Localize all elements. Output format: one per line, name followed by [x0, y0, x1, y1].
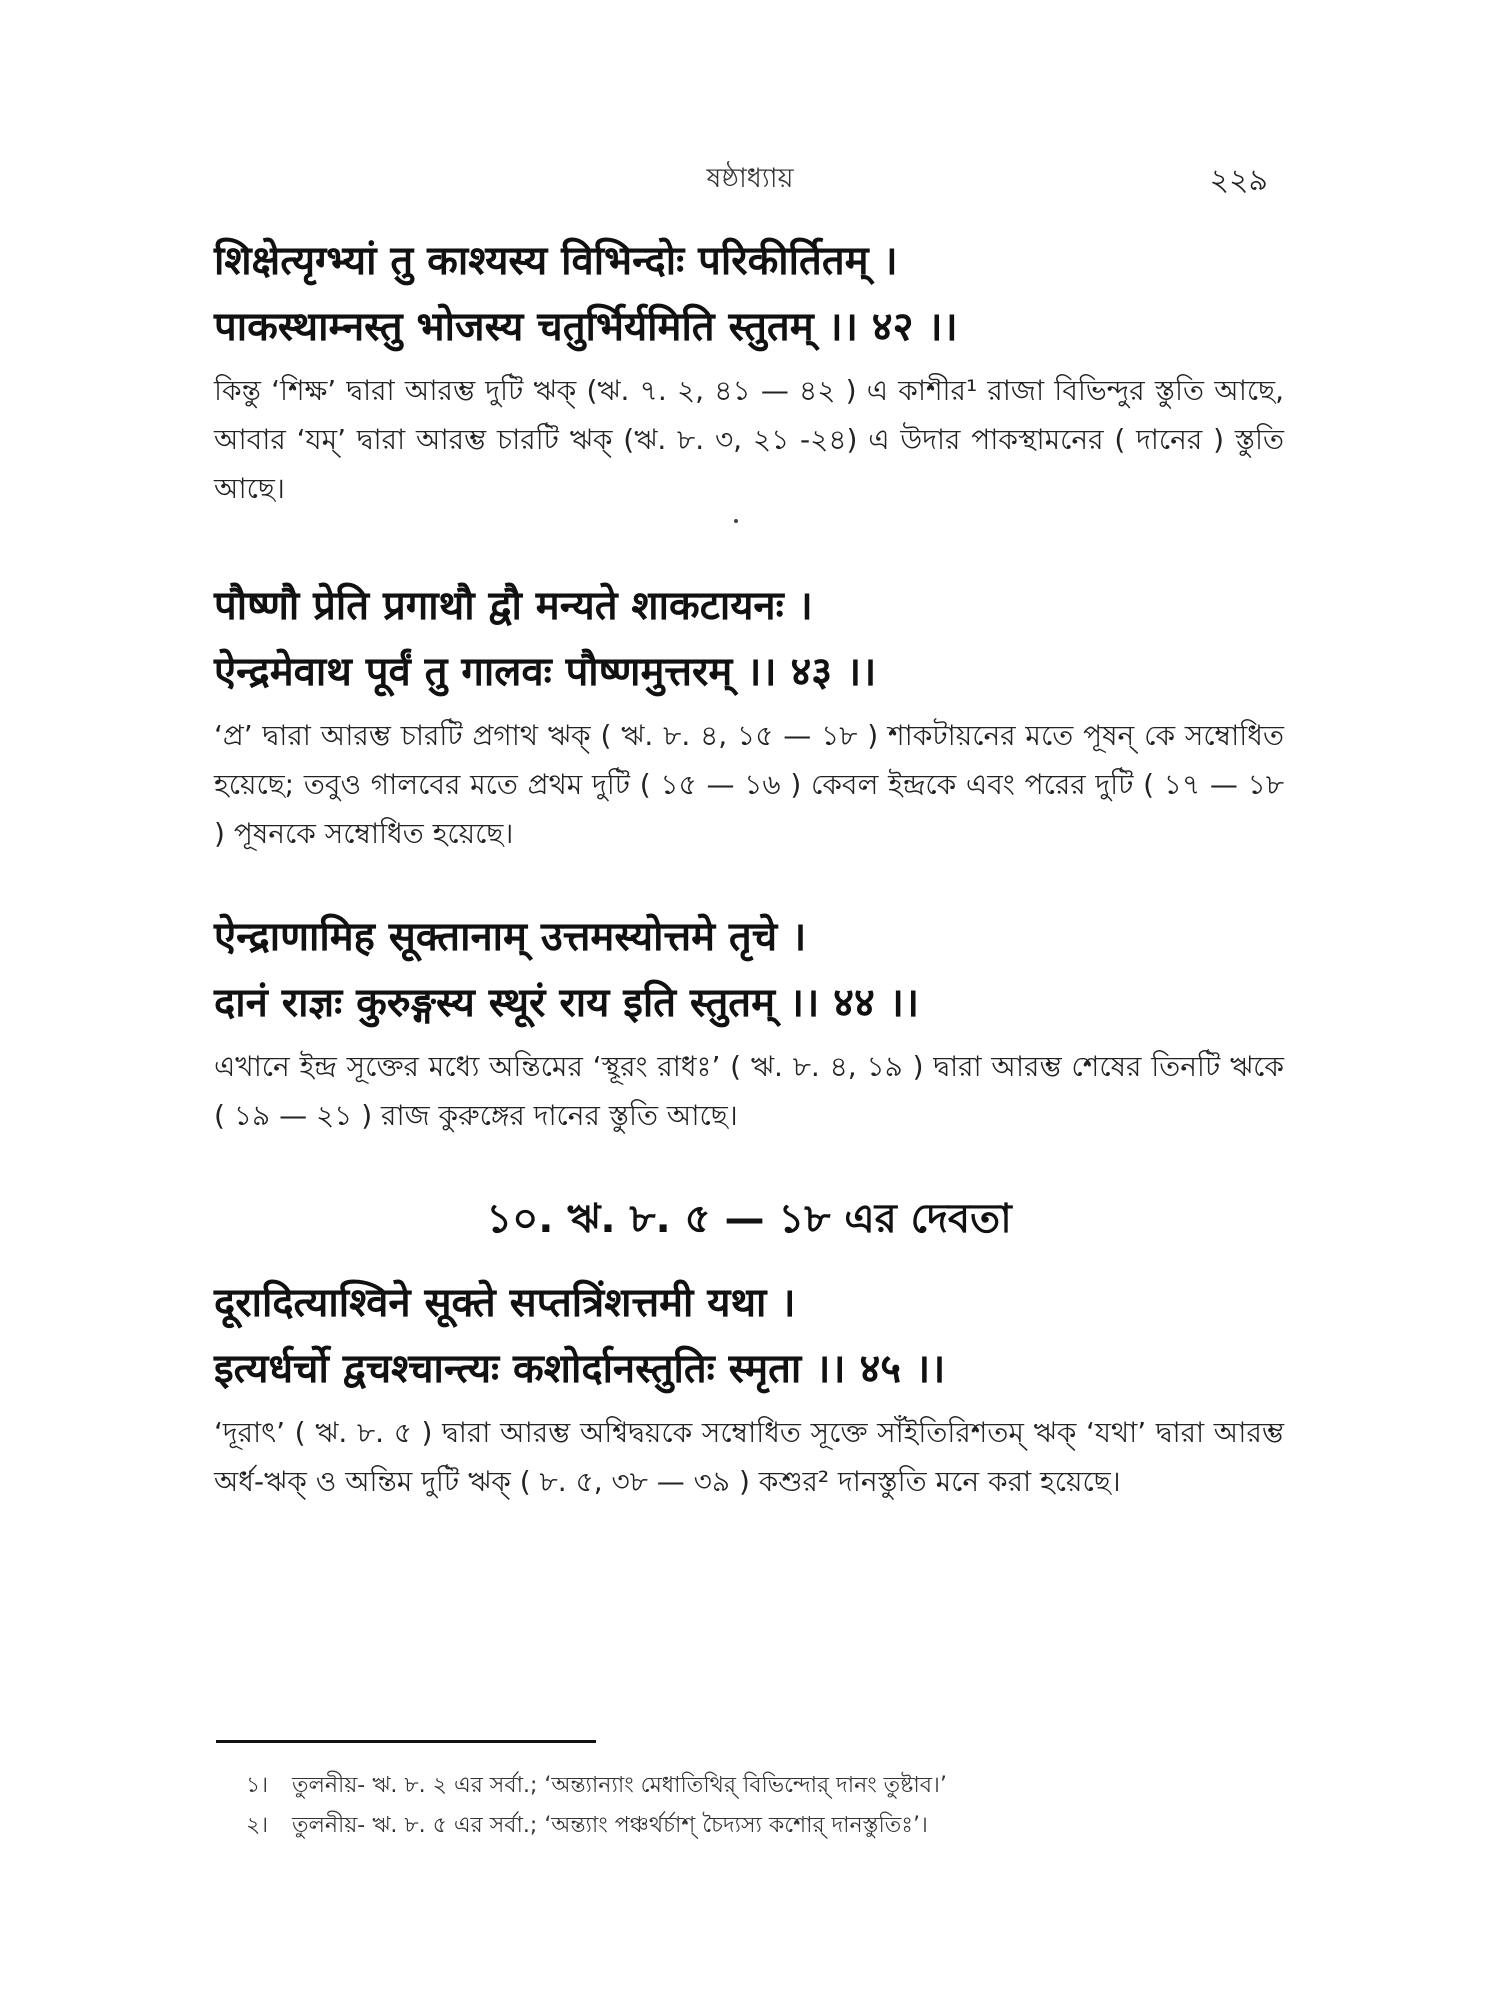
sanskrit-verse-line: दूरादित्याश्विने सूक्ते सप्तत्रिंशत्तमी यथा ।	[214, 1280, 796, 1326]
footnote	[246, 1766, 1286, 1806]
sanskrit-verse-line: ऐन्द्रमेवाथ पूर्वं तु गालवः पौष्णमुत्तरम् ।। ४३ ।।	[214, 649, 877, 695]
footnotes	[246, 1766, 1286, 1846]
verse-block-45	[214, 1270, 1284, 1506]
verse-block-43	[214, 573, 1284, 858]
sanskrit-verse-line: दानं राज्ञः कुरुङ्गस्य स्थूरं राय इति स्तुतम् ।। ४४ ।।	[214, 980, 920, 1026]
bengali-translation: কিন্তু ‘শিক্ষ’ দ্বারা আরম্ভ দুটি ঋক্ (ঋ. ৭. ২, ৪১ — ৪২ ) এ কাশীর¹ রাজা বিভিন্দুর স্তুতি আছে, আবার ‘যম্’ দ্বারা আরম্ভ চারটি ঋক্ (ঋ. ৮. ৩, ২১ -২৪) এ উদার পাকস্থামনের ( দানের ) স্তুতি আছে।	[214, 374, 1284, 505]
page-number: ২২৯	[1209, 163, 1268, 198]
sanskrit-verse-line: शिक्षेत्यृग्भ्यां तु काश्यस्य विभिन्दोः परिकीर्तितम् ।	[214, 238, 898, 284]
footnote-divider	[216, 1740, 596, 1743]
sanskrit-verse-line: ऐन्द्राणामिह सूक्तानाम् उत्तमस्योत्तमे तृचे ।	[214, 914, 807, 960]
footnote	[246, 1806, 1286, 1846]
bengali-translation: এখানে ইন্দ্র সূক্তের মধ্যে অন্তিমের ‘স্থূরং রাধঃ’ ( ঋ. ৮. ৪, ১৯ ) দ্বারা আরম্ভ শেষের তিনটি ঋকে ( ১৯ — ২১ ) রাজ কুরুঙ্গের দানের স্তুতি আছে।	[214, 1050, 1284, 1132]
page-content	[214, 228, 1284, 1506]
verse-block-42	[214, 228, 1284, 513]
bengali-translation: ‘প্র’ দ্বারা আরম্ভ চারটি প্রগাথ ঋক্ ( ঋ. ৮. ৪, ১৫ — ১৮ ) শাকটায়নের মতে পূষন্ কে সম্বোধিত হয়েছে; তবুও গালবের মতে প্রথম দুটি ( ১৫ — ১৬ ) কেবল ইন্দ্রকে এবং পরের দুটি ( ১৭ — ১৮ ) পূষনকে সম্বোধিত হয়েছে।	[214, 719, 1284, 850]
section-heading: ১০. ঋ. ৮. ৫ — ১৮ এর দেবতা	[486, 1196, 1012, 1242]
footnote-number: ২।	[246, 1813, 269, 1838]
sanskrit-verse-line: पौष्णौ प्रेति प्रगाथौ द्वौ मन्यते शाकटायनः ।	[214, 583, 813, 629]
running-title: ষষ্ঠাধ্যায়	[706, 163, 794, 194]
footnote-text: তুলনীয়- ঋ. ৮. ৫ এর সর্বা.; ‘অন্ত্যাং পঞ্চৰ্থর্চাশ্ চৈদ্যস্য কশোর্ দানস্তুতিঃ’।	[292, 1813, 928, 1838]
stray-dot	[214, 513, 1284, 533]
footnote-number: ১।	[246, 1773, 269, 1798]
bengali-translation: ‘দূরাৎ’ ( ঋ. ৮. ৫ ) দ্বারা আরম্ভ অশ্বিদ্বয়কে সম্বোধিত সূক্তে সাঁইতিরিশতম্ ঋক্ ‘যথা’ দ্বারা আরম্ভ অর্ধ-ঋক্ ও অন্তিম দুটি ঋক্ ( ৮. ৫, ৩৮ — ৩৯ ) কশুর² দানস্তুতি মনে করা হয়েছে।	[214, 1416, 1284, 1498]
sanskrit-verse-line: इत्यर्धर्चो द्वचश्चान्त्यः कशोर्दानस्तुतिः स्मृता ।। ४५ ।।	[214, 1346, 946, 1392]
footnote-text: তুলনীয়- ঋ. ৮. ২ এর সর্বা.; ‘অন্ত্যান্যাং মেধাতিথির্ বিভিন্দোর্ দানং তুষ্টাব।’	[292, 1773, 947, 1798]
sanskrit-verse-line: पाकस्थाम्नस्तु भोजस्य चतुर्भिर्यमिति स्तुतम् ।। ४२ ।।	[214, 304, 958, 350]
verse-block-44	[214, 904, 1284, 1140]
